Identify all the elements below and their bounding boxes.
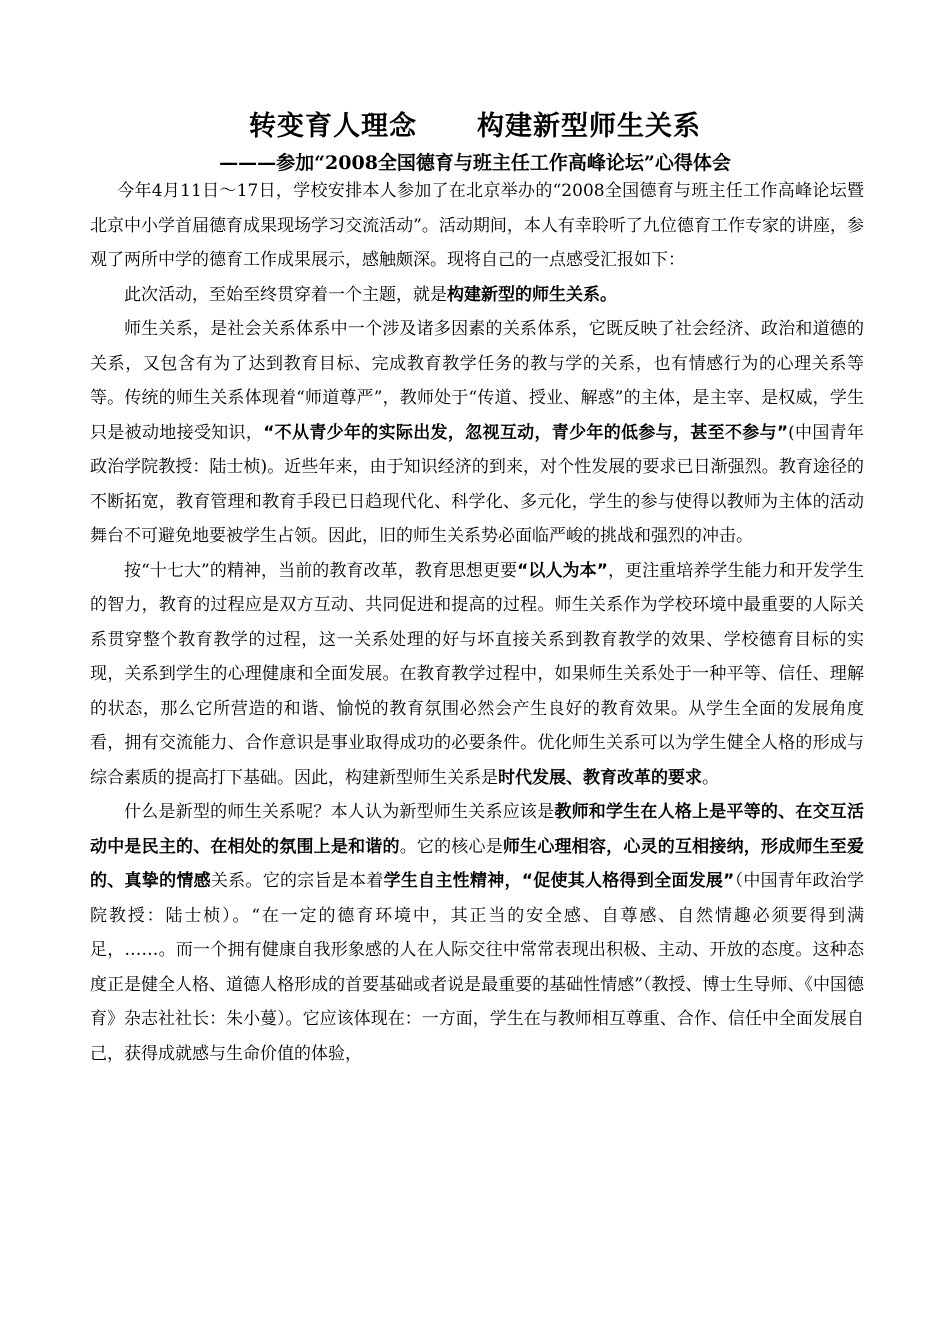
document-body [90, 174, 864, 1071]
p4-bold-2: 时代发展、教育改革的要求 [498, 767, 702, 788]
p2-text-1: 此次活动，至始至终贯穿着一个主题，就是 [124, 284, 447, 305]
p3-text-2: (中国青年政治学院教授：陆士桢)。近些年来，由于知识经济的到来，对个性发展的要求已日渐强烈。教育途径的不断拓宽，教育管理和教育手段已日趋现代化、科学化、多元化，学生的参与使得以教师为主体的活动舞台不可避免地要被学生占领。因此，旧的师生关系势必面临严峻的挑战和强烈的冲击。 [90, 422, 864, 546]
paragraph-4 [90, 554, 864, 796]
p3-bold-1: “不从青少年的实际出发，忽视互动，青少年的低参与，甚至不参与” [263, 422, 789, 443]
p3-text-1: 师生关系，是社会关系体系中一个涉及诸多因素的关系体系，它既反映了社会经济、政治和道德的关系，又包含有为了达到教育目标、完成教育教学任务的教与学的关系，也有情感行为的心理关系等等。传统的师生关系体现着“师道尊严”，教师处于“传道、授业、解惑”的主体，是主宰、是权威，学生只是被动地接受知识， [90, 319, 864, 443]
p4-text-1: 按“十七大”的精神，当前的教育改革，教育思想更要 [124, 560, 518, 581]
paragraph-3 [90, 312, 864, 554]
p5-text-4: （中国青年政治学院教授：陆士桢）。“在一定的德育环境中，其正当的安全感、自尊感、自然情趣必须要得到满足，……。而一个拥有健康自我形象感的人在人际交往中常常表现出积极、主动、开放的态度。这种态度正是健全人格、道德人格形成的首要基础或者说是最重要的基础性情感”（教授、博士生导师、《中国德育》杂志社社长：朱小蔓）。它应该体现在：一方面，学生在与教师相互尊重、合作、信任中全面发展自己，获得成就感与生命价值的体验， [90, 871, 865, 1064]
p5-text-2: 。它的核心是 [399, 836, 503, 857]
paragraph-5 [90, 795, 864, 1071]
p4-text-3: 。 [702, 767, 719, 788]
p5-text-1: 什么是新型的师生关系呢？本人认为新型师生关系应该是 [124, 802, 555, 822]
p5-bold-3: 学生自主性精神，“促使其人格得到全面发展” [383, 871, 735, 891]
paragraph-1: 今年4月11日～17日，学校安排本人参加了在北京举办的“2008全国德育与班主任工作高峰论坛暨北京中小学首届德育成果现场学习交流活动”。活动期间，本人有幸聆听了九位德育工作专家的讲座，参观了两所中学的德育工作成果展示，感触颇深。现将自己的一点感受汇报如下： [90, 181, 864, 270]
title-part-1: 转变育人理念 [249, 111, 417, 142]
document-title [0, 104, 950, 143]
p5-bold-1: 教师和学生在人格上是平等的、在交互活动中是民主的、在相处的氛围上是和谐的 [90, 802, 865, 857]
paragraph-2 [90, 278, 864, 313]
title-part-2: 构建新型师生关系 [477, 111, 701, 142]
p2-bold-1: 构建新型的师生关系。 [447, 284, 617, 305]
p5-bold-2: 师生心理相容，心灵的互相接纳，形成师生至爱的、真挚的情感 [90, 836, 865, 891]
p4-bold-1: “以人为本” [517, 560, 608, 581]
p4-text-2: ，更注重培养学生能力和开发学生的智力，教育的过程应是双方互动、共同促进和提高的过程。师生关系作为学校环境中最重要的人际关系贯穿整个教育教学的过程，这一关系处理的好与坏直接关系到教育教学的效果、学校德育目标的实现，关系到学生的心理健康和全面发展。在教育教学过程中，如果师生关系处于一种平等、信任、理解的状态，那么它所营造的和谐、愉悦的教育氛围必然会产生良好的教育效果。从学生全面的发展角度看，拥有交流能力、合作意识是事业取得成功的必要条件。优化师生关系可以为学生健全人格的形成与综合素质的提高打下基础。因此，构建新型师生关系是 [90, 560, 864, 788]
p5-text-3: 关系。它的宗旨是本着 [210, 871, 384, 891]
document-subtitle: ———参加“2008全国德育与班主任工作高峰论坛”心得体会 [219, 152, 731, 174]
